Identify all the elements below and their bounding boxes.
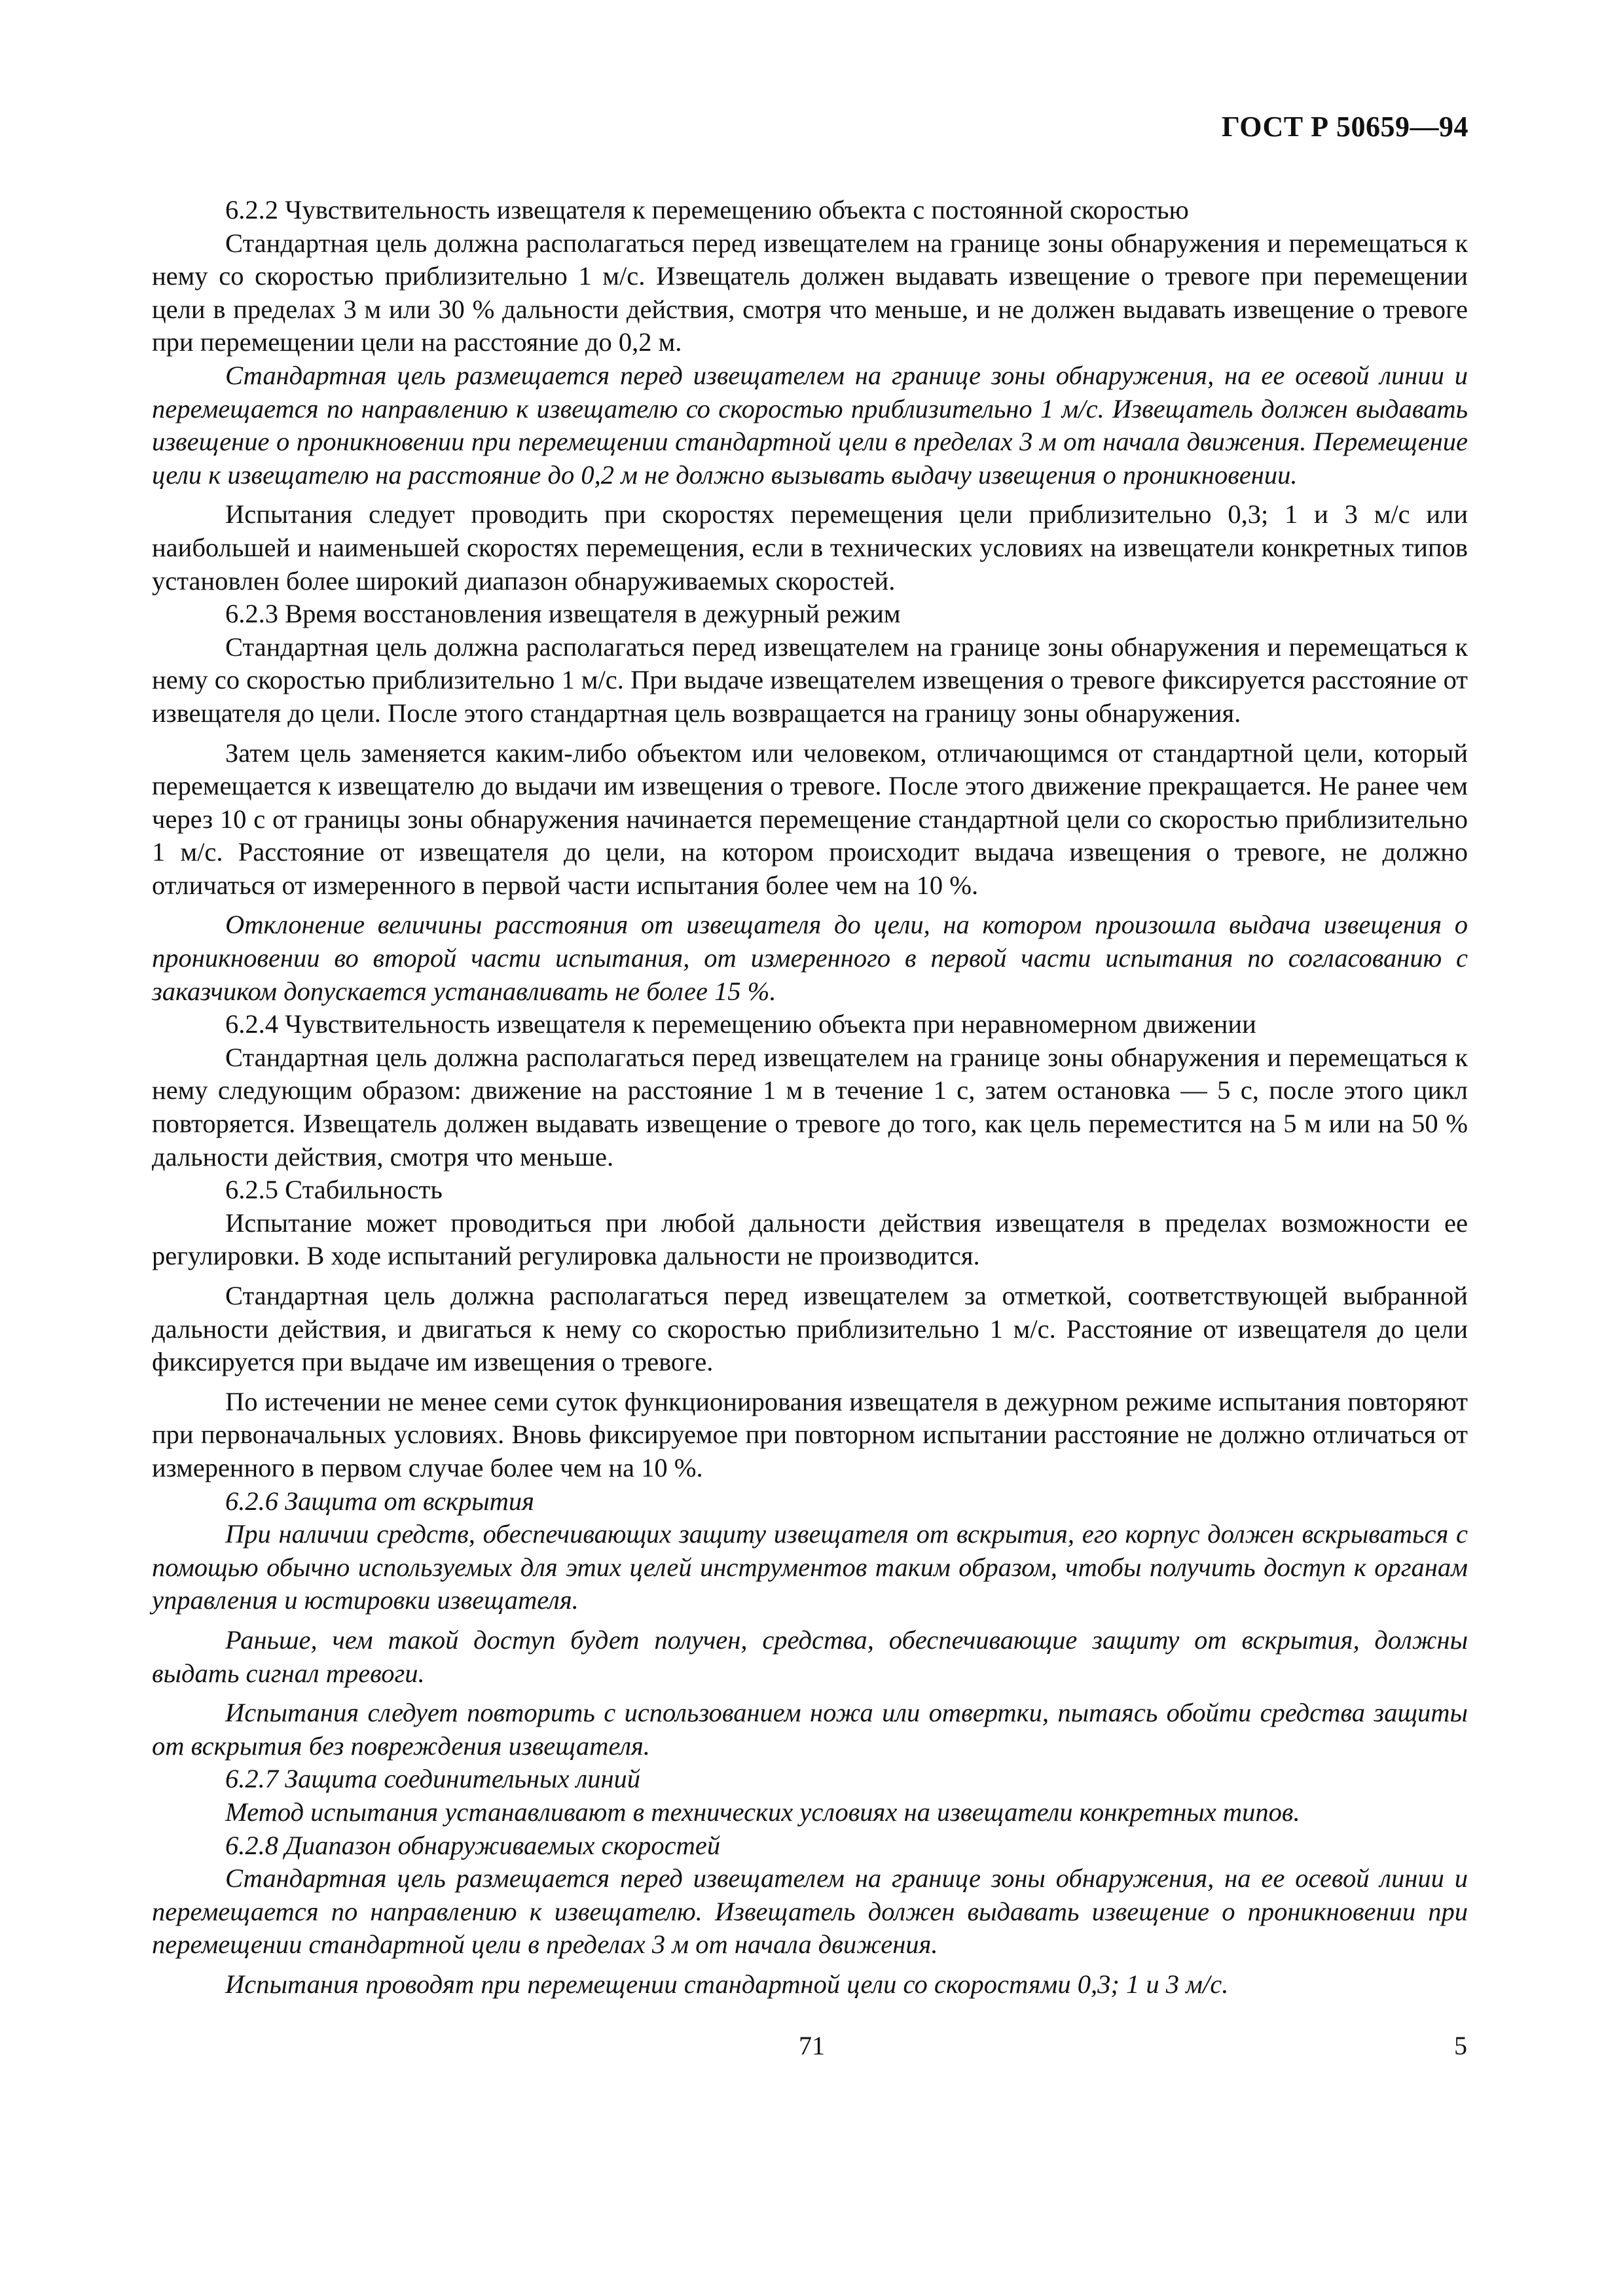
paragraph: 6.2.5 Стабильность — [225, 1175, 443, 1205]
body-text — [152, 194, 1468, 2001]
paragraph: Стандартная цель размещается перед извещателем на границе зоны обнаружения, на ее осевой линии и перемещается по направлению к извещателю со скоростью приблизительно 1 м/с. Извещатель должен выдавать извещение о проникновении при перемещении стандартной цели в пределах 3 м от начала движения. Перемещение цели к извещателю на расстояние до 0,2 м не должно вызывать выдачу извещения о проникновении. — [152, 360, 1468, 490]
paragraph: Стандартная цель должна располагаться перед извещателем на границе зоны обнаружения и перемещаться к нему со скоростью приблизительно 1 м/с. Извещатель должен выдавать извещение о тревоге при перемещении цели в пределах 3 м или 30 % дальности действия, смотря что меньше, и не должен выдавать извещение о тревоге при перемещении цели на расстояние до 0,2 м. — [152, 228, 1468, 357]
paragraph: 6.2.3 Время восстановления извещателя в дежурный режим — [225, 599, 901, 629]
paragraph: Испытания следует проводить при скоростях перемещения цели приблизительно 0,3; 1 и 3 м/с или наибольшей и наименьшей скоростях перемещения, если в технических условиях на извещатели конкретных типов установлен более широкий диапазон обнаруживаемых скоростей. — [152, 499, 1468, 596]
paragraph: Испытание может проводиться при любой дальности действия извещателя в пределах возможности ее регулировки. В ходе испытаний регулировка дальности не производится. — [152, 1208, 1468, 1271]
page-number: 5 — [1454, 2031, 1467, 2060]
paragraph: Раньше, чем такой доступ будет получен, средства, обеспечивающие защиту от вскрытия, должны выдать сигнал тревоги. — [152, 1624, 1468, 1688]
paragraph: Метод испытания устанавливают в технических условиях на извещатели конкретных типов. — [225, 1797, 1300, 1827]
paragraph: Стандартная цель размещается перед извещателем на границе зоны обнаружения, на ее осевой линии и перемещается по направлению к извещателю. Извещатель должен выдавать извещение о проникновении при перемещении стандартной цели в пределах 3 м от начала движения. — [152, 1863, 1468, 1960]
paragraph: 6.2.4 Чувствительность извещателя к перемещению объекта при неравномерном движении — [225, 1009, 1256, 1039]
paragraph: 6.2.7 Защита соединительных линий — [225, 1764, 641, 1794]
paragraph: Испытания проводят при перемещении стандартной цели со скоростями 0,3; 1 и 3 м/с. — [225, 1969, 1229, 1999]
paragraph: 6.2.8 Диапазон обнаруживаемых скоростей — [225, 1830, 721, 1860]
paragraph: Затем цель заменяется каким-либо объектом или человеком, отличающимся от стандартной цели, который перемещается к извещателю до выдачи им извещения о тревоге. После этого движение прекращается. Не ранее чем через 10 с от границы зоны обнаружения начинается перемещение стандартной цели со скоростью приблизительно 1 м/с. Расстояние от извещателя до цели, на котором происходит выдача извещения о тревоге, не должно отличаться от измеренного в первой части испытания более чем на 10 %. — [152, 738, 1468, 900]
paragraph: Стандартная цель должна располагаться перед извещателем на границе зоны обнаружения и перемещаться к нему со скоростью приблизительно 1 м/с. При выдаче извещателем извещения о тревоге фиксируется расстояние от извещателя до цели. После этого стандартная цель возвращается на границу зоны обнаружения. — [152, 632, 1468, 728]
paragraph: По истечении не менее семи суток функционирования извещателя в дежурном режиме испытания повторяют при первоначальных условиях. Вновь фиксируемое при повторном испытании расстояние не должно отличаться от измеренного в первом случае более чем на 10 %. — [152, 1386, 1468, 1482]
sheet-number: 71 — [799, 2031, 825, 2060]
paragraph: Отклонение величины расстояния от извещателя до цели, на котором произошла выдача извещения о проникновении во второй части испытания, от измеренного в первой части испытания по согласованию с заказчиком допускается устанавливать не более 15 %. — [152, 910, 1468, 1006]
paragraph: Стандартная цель должна располагаться перед извещателем на границе зоны обнаружения и перемещаться к нему следующим образом: движение на расстояние 1 м в течение 1 с, затем остановка — 5 с, после этого цикл повторяется. Извещатель должен выдавать извещение о тревоге до того, как цель переместится на 5 м или на 50 % дальности действия, смотря что меньше. — [152, 1042, 1468, 1172]
paragraph: При наличии средств, обеспечивающих защиту извещателя от вскрытия, его корпус должен вскрываться с помощью обычно используемых для этих целей инструментов таким образом, чтобы получить доступ к органам управления и юстировки извещателя. — [152, 1519, 1468, 1615]
paragraph: 6.2.6 Защита от вскрытия — [225, 1486, 534, 1516]
paragraph: Испытания следует повторить с использованием ножа или отвертки, пытаясь обойти средства защиты от вскрытия без повреждения извещателя. — [152, 1698, 1468, 1761]
paragraph: Стандартная цель должна располагаться перед извещателем за отметкой, соответствующей выбранной дальности действия, и двигаться к нему со скоростью приблизительно 1 м/с. Расстояние от извещателя до цели фиксируется при выдаче им извещения о тревоге. — [152, 1281, 1468, 1377]
paragraph: 6.2.2 Чувствительность извещателя к перемещению объекта с постоянной скоростью — [225, 195, 1189, 224]
standard-designation: ГОСТ Р 50659—94 — [1221, 111, 1468, 143]
